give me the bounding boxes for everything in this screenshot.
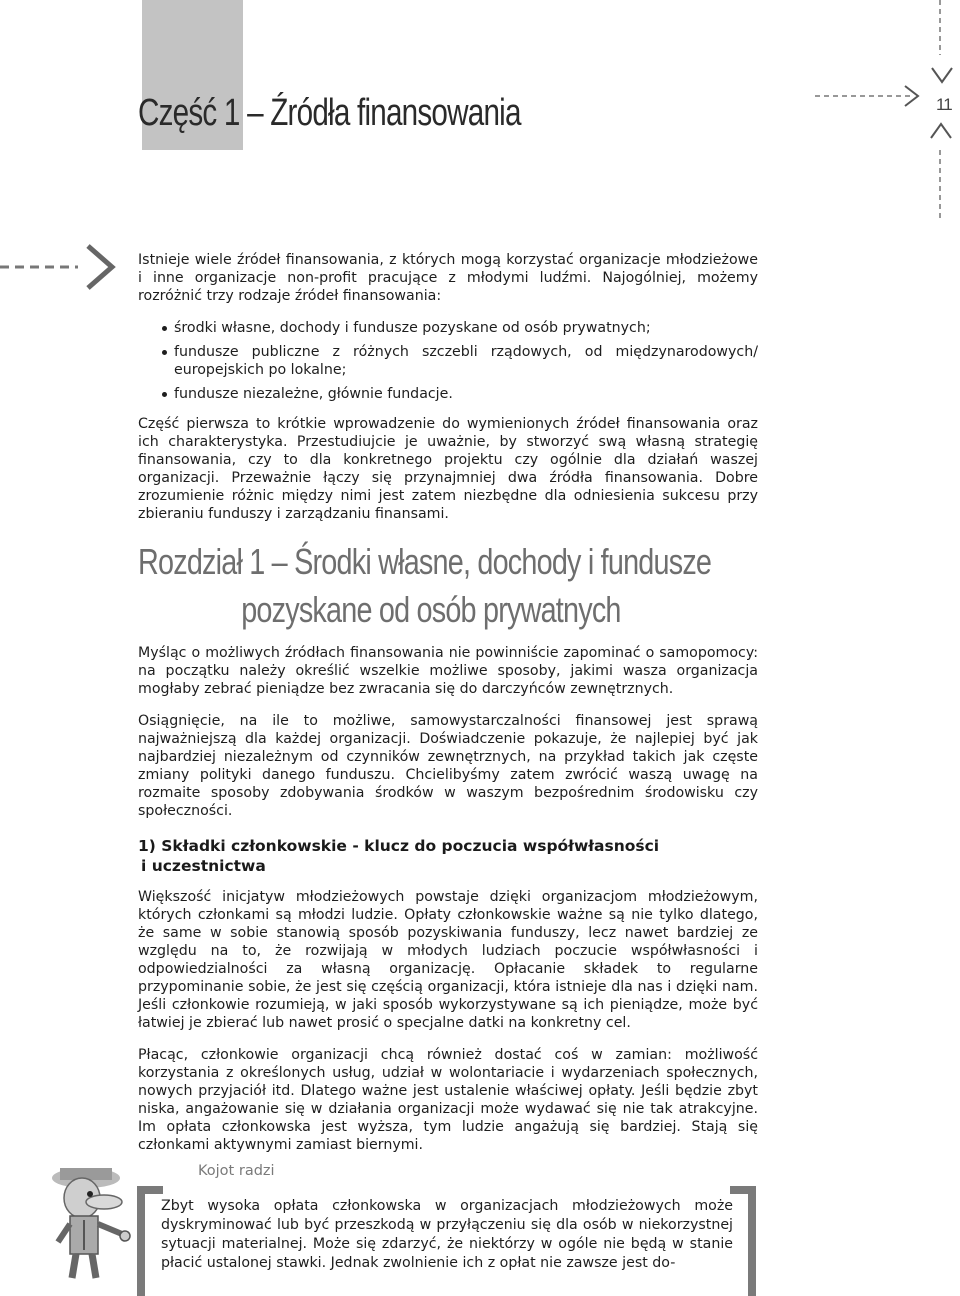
quote-bracket-left (137, 1186, 163, 1296)
intro-paragraph-2: Część pierwsza to krótkie wprowadzenie do wymienionych źródeł finansowania oraz ich charakterystyka. Przestudiujcie je uważnie, by stworzyć swą własną strategię finansowania, czy to dla konkretnego projektu czy ogólnie dla działań waszej organizacji. Przeważnie łączy się przynajmniej dwa źródła finansowania. Dobre zrozumienie różnic między nimi jest zatem niezbędne dla odniesienia sukcesu przy zbieraniu funduszy i zarządzaniu finansami. (138, 416, 758, 522)
funding-sources-list (138, 319, 758, 403)
list-item: fundusze niezależne, głównie fundacje. (138, 385, 758, 403)
chapter-paragraph-2: Osiągnięcie, na ile to możliwe, samowystarczalności finansowej jest sprawą najważniejszą dla każdej organizacji. Doświadczenie pokazuje, że najlepiej być jak najbardziej niezależnym od czynników zewnętrznych, na przykład takich jak częste zmiany polityki danego funduszu. Chcielibyśmy zatem zwrócić waszą uwagę na rozmaite sposoby zdobywania środków w waszym bezpośrednim środowisku czy społeczności. (138, 713, 758, 819)
intro-paragraph: Istnieje wiele źródeł finansowania, z których mogą korzystać organizacje młodzieżowe i inne organizacje non-profit pracujące z młodymi ludźmi. Najogólniej, możemy rozróżnić trzy rodzaje źródeł finansowania: (138, 252, 758, 304)
section-title-line-1: 1) Składki członkowskie - klucz do poczucia współwłasności (138, 837, 660, 855)
list-item: środki własne, dochody i fundusze pozyskane od osób prywatnych; (138, 319, 758, 337)
section-title (138, 836, 758, 876)
coyote-mascot-icon (42, 1158, 137, 1281)
section-title-line-2: i uczestnictwa (141, 857, 266, 875)
intro-section (138, 251, 758, 537)
section-paragraph-1: Większość inicjatyw młodzieżowych powstaje dzięki organizacjom młodzieżowym, których członkami są młodzi ludzie. Opłaty członkowskie ważne są nie tylko dlatego, że same w sobie stanowią sposób pozyskiwania funduszy, lecz nawet bardziej ze względu na to, że rozwijają w młodych ludziach poczucie współwłasności i odpowiedzialności za własną organizację. Opłacanie składek to regularne przypominanie sobie, że jest się częścią organizacji, która istnieje dla nas i dzięki nam. Jeśli członkowie rozumieją, w jaki sposób wykorzystywane są ich pieniądze, może być łatwiej je zbierać lub nawet prosić o specjalne datki na konkretny cel. (138, 889, 758, 1031)
chapter-title (138, 538, 758, 634)
page-number: 11 (936, 95, 952, 114)
coyote-advice-label: Kojot radzi (198, 1163, 275, 1179)
coyote-advice-text: Zbyt wysoka opłata członkowska w organizacjach młodzieżowych może dyskryminować lub być przeszkodą w przyłączeniu się dla osób w niekorzystnej sytuacji materialnej. Może się zdarzyć, że niektórzy w ogóle nie będą w stanie płacić ustalonej stawki. Jednak zwolnienie ich z opłat nie zawsze jest do- (161, 1198, 733, 1271)
part-title: Część 1 – Źródła finansowania (138, 92, 521, 134)
quote-bracket-right (730, 1186, 756, 1296)
left-arrow-icon (0, 240, 120, 300)
chapter-title-line-1: Rozdział 1 – Środki własne, dochody i fundusze (138, 541, 712, 582)
chapter-paragraph-1: Myśląc o możliwych źródłach finansowania nie powinniście zapominać o samopomocy: na początku należy określić wszelkie możliwe sposoby, jakimi wasza organizacja mogłaby zebrać pieniądze bez zwracania się do darczyńców zewnętrznych. (138, 645, 758, 697)
chapter-body (138, 644, 758, 1168)
list-item: fundusze publiczne z różnych szczebli rządowych, od międzynarodowych/ europejskich po lokalne; (138, 343, 758, 379)
section-paragraph-2: Płacąc, członkowie organizacji chcą również dostać coś w zamian: możliwość korzystania z określonych usług, udział w wolontariacie i wydarzeniach społecznych, nowych przyjaciół itd. Dlatego ważne jest ustalenie właściwej opłaty. Jeśli będzie zbyt niska, angażowanie się w działania organizacji może wydawać się nie tak atrakcyjne. Im opłata członkowska jest wyższa, tym ludzie angażują się bardziej. Stają się członkami aktywnymi zamiast biernymi. (138, 1047, 758, 1153)
chapter-title-line-2: pozyskane od osób prywatnych (241, 589, 621, 630)
